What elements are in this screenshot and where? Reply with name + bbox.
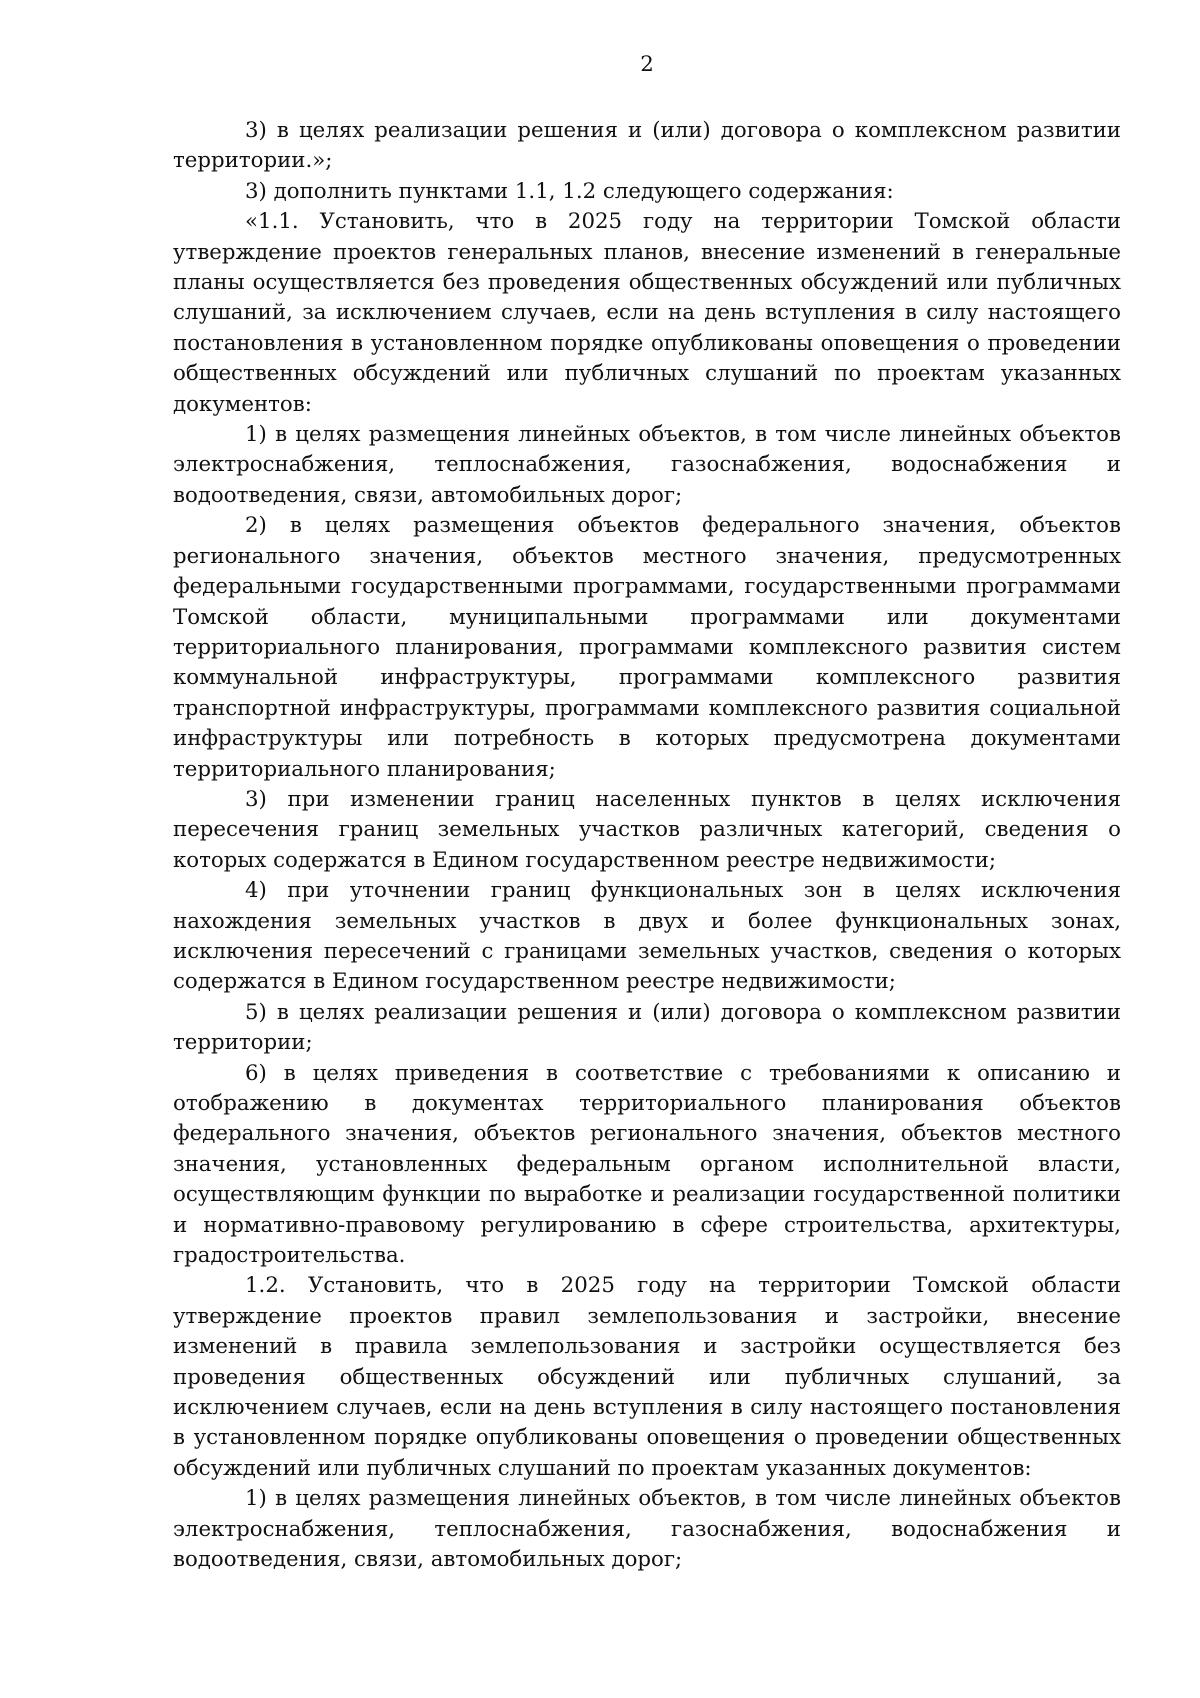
paragraph: 3) при изменении границ населенных пунктов в целях исключения пересечения границ земельных участков различных категорий, сведения о которых содержатся в Едином государственном реестре недвижимости; [173, 786, 1121, 873]
page-number: 2 [640, 52, 654, 77]
document-page [173, 50, 1121, 1576]
paragraph: 3) дополнить пунктами 1.1, 1.2 следующего содержания: [245, 178, 894, 204]
paragraph: 1) в целях размещения линейных объектов, в том числе линейных объектов электроснабжения, теплоснабжения, газоснабжения, водоснабжения и водоотведения, связи, автомобильных дорог; [173, 422, 1121, 508]
paragraph: 6) в целях приведения в соответствие с требованиями к описанию и отображению в документах территориального планирования объектов федерального значения, объектов регионального значения, объектов местного значения, установленных федеральным органом исполнительной власти, осуществляющим функции по выработке и реализации государственной политики и нормативно-правовому регулированию в сфере строительства, архитектуры, градостроительства. [173, 1060, 1121, 1269]
paragraph: 3) в целях реализации решения и (или) договора о комплексном развитии территории.»; [173, 118, 1121, 174]
paragraph: 4) при уточнении границ функциональных зон в целях исключения нахождения земельных участков в двух и более функциональных зонах, исключения пересечений с границами земельных участков, сведения о которых содержатся в Едином государственном реестре недвижимости; [173, 878, 1121, 995]
paragraph: 1.2. Установить, что в 2025 году на территории Томской области утверждение проектов правил землепользования и застройки, внесение изменений в правила землепользования и застройки осуществляется без проведения общественных обсуждений или публичных слушаний, за исключением случаев, если на день вступления в силу настоящего постановления в установленном порядке опубликованы оповещения о проведении общественных обсуждений или публичных слушаний по проектам указанных документов: [173, 1273, 1121, 1481]
paragraph: 2) в целях размещения объектов федерального значения, объектов регионального значения, объектов местного значения, предусмотренных федеральными государственными программами, государственными программами Томской области, муниципальными программами или документами территориального планирования, программами комплексного развития систем коммунальной инфраструктуры, программами комплексного развития транспортной инфраструктуры, программами комплексного развития социальной инфраструктуры или потребность в которых предусмотрена документами территориального планирования; [173, 513, 1121, 782]
paragraph: 1) в целях размещения линейных объектов, в том числе линейных объектов электроснабжения, теплоснабжения, газоснабжения, водоснабжения и водоотведения, связи, автомобильных дорог; [173, 1486, 1121, 1573]
paragraph: 5) в целях реализации решения и (или) договора о комплексном развитии территории; [173, 999, 1121, 1056]
paragraph: «1.1. Установить, что в 2025 году на территории Томской области утверждение проектов генеральных планов, внесение изменений в генеральные планы осуществляется без проведения общественных обсуждений или публичных слушаний, за исключением случаев, если на день вступления в силу настоящего постановления в установленном порядке опубликованы оповещения о проведении общественных обсуждений или публичных слушаний по проектам указанных документов: [173, 209, 1121, 417]
